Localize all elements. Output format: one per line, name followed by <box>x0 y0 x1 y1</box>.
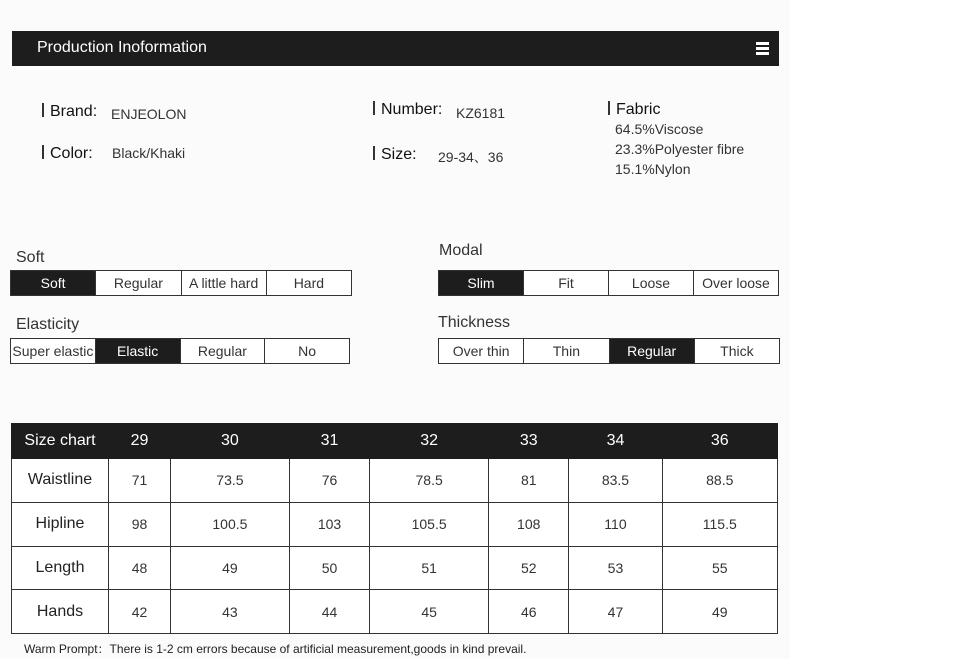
size-chart-header-cell: 30 <box>170 424 289 459</box>
thickness-option[interactable]: Regular <box>609 339 694 363</box>
fabric-line: 15.1%Nylon <box>615 161 691 177</box>
soft-option[interactable]: Hard <box>266 271 351 295</box>
size-chart-header-row <box>12 424 778 459</box>
divider-bar <box>608 101 610 115</box>
table-cell: 100.5 <box>170 502 289 546</box>
table-cell: 44 <box>289 590 369 634</box>
warm-prompt: Warm Prompt：There is 1-2 cm errors because of artificial measurement,goods in kind prevail. <box>24 642 527 656</box>
table-cell: 51 <box>370 546 489 590</box>
fabric-line: 23.3%Polyester fibre <box>615 141 745 157</box>
table-cell: 48 <box>109 546 171 590</box>
table-cell: 71 <box>109 459 171 503</box>
table-cell: 98 <box>109 502 171 546</box>
table-cell: 73.5 <box>170 459 289 503</box>
size-chart-table <box>11 423 778 634</box>
modal-option[interactable]: Slim <box>439 271 523 295</box>
table-cell: 52 <box>489 546 569 590</box>
elasticity-option[interactable]: No <box>264 339 349 363</box>
soft-options <box>10 270 352 296</box>
divider-bar <box>373 101 375 115</box>
table-cell: 55 <box>662 546 777 590</box>
section-header <box>12 31 779 66</box>
row-label: Length <box>12 546 109 590</box>
table-cell: 49 <box>170 546 289 590</box>
modal-option[interactable]: Fit <box>523 271 608 295</box>
thickness-option[interactable]: Thin <box>523 339 608 363</box>
elasticity-option[interactable]: Regular <box>180 339 265 363</box>
table-cell: 110 <box>569 502 662 546</box>
brand-label-wrap <box>42 103 97 121</box>
table-row <box>12 459 778 503</box>
table-cell: 49 <box>662 590 777 634</box>
table-cell: 50 <box>289 546 369 590</box>
number-label-wrap <box>373 101 442 119</box>
color-label: Color: <box>50 145 93 162</box>
thickness-option[interactable]: Over thin <box>439 339 523 363</box>
modal-title: Modal <box>439 242 483 259</box>
size-chart-header-cell: 32 <box>370 424 489 459</box>
modal-option[interactable]: Over loose <box>693 271 778 295</box>
number-label: Number: <box>381 101 443 118</box>
table-cell: 78.5 <box>370 459 489 503</box>
table-cell: 43 <box>170 590 289 634</box>
table-cell: 42 <box>109 590 171 634</box>
table-cell: 103 <box>289 502 369 546</box>
table-cell: 81 <box>489 459 569 503</box>
table-cell: 53 <box>569 546 662 590</box>
table-cell: 46 <box>489 590 569 634</box>
row-label: Hands <box>12 590 109 634</box>
elasticity-option[interactable]: Elastic <box>95 339 180 363</box>
table-cell: 108 <box>489 502 569 546</box>
table-cell: 115.5 <box>662 502 777 546</box>
fabric-label-wrap <box>608 101 660 119</box>
size-chart-header-cell: 29 <box>109 424 171 459</box>
size-label-wrap <box>373 146 417 164</box>
brand-label: Brand: <box>50 103 98 120</box>
fabric-line: 64.5%Viscose <box>615 121 704 137</box>
size-chart-header-cell: Size chart <box>12 424 109 459</box>
soft-option[interactable]: A little hard <box>181 271 266 295</box>
divider-bar <box>42 103 44 117</box>
table-row <box>12 502 778 546</box>
soft-title: Soft <box>16 249 45 266</box>
brand-value: ENJEOLON <box>111 106 187 122</box>
section-title: Production Inoformation <box>37 39 207 56</box>
modal-options <box>438 270 779 296</box>
size-label: Size: <box>381 146 417 163</box>
row-label: Waistline <box>12 459 109 503</box>
table-cell: 45 <box>370 590 489 634</box>
size-chart-header-cell: 34 <box>569 424 662 459</box>
hamburger-menu-icon[interactable] <box>756 42 769 55</box>
elasticity-title: Elasticity <box>16 316 80 333</box>
size-chart-header-cell: 31 <box>289 424 369 459</box>
table-cell: 83.5 <box>569 459 662 503</box>
number-value: KZ6181 <box>456 105 506 121</box>
soft-option[interactable]: Regular <box>95 271 180 295</box>
table-cell: 76 <box>289 459 369 503</box>
table-row <box>12 546 778 590</box>
color-value: Black/Khaki <box>112 145 186 161</box>
table-cell: 105.5 <box>370 502 489 546</box>
divider-bar <box>42 145 44 159</box>
table-cell: 47 <box>569 590 662 634</box>
fabric-label: Fabric <box>616 101 661 118</box>
table-cell: 88.5 <box>662 459 777 503</box>
size-value: 29-34、36 <box>438 149 504 165</box>
table-row <box>12 590 778 634</box>
row-label: Hipline <box>12 502 109 546</box>
soft-option[interactable]: Soft <box>11 271 95 295</box>
thickness-title: Thickness <box>438 314 511 331</box>
thickness-option[interactable]: Thick <box>694 339 779 363</box>
modal-option[interactable]: Loose <box>608 271 693 295</box>
thickness-options <box>438 338 780 364</box>
divider-bar <box>373 146 375 160</box>
size-chart-header-cell: 36 <box>662 424 777 459</box>
color-label-wrap <box>42 145 93 163</box>
size-chart-header-cell: 33 <box>489 424 569 459</box>
elasticity-options <box>10 338 350 364</box>
elasticity-option[interactable]: Super elastic <box>11 339 95 363</box>
